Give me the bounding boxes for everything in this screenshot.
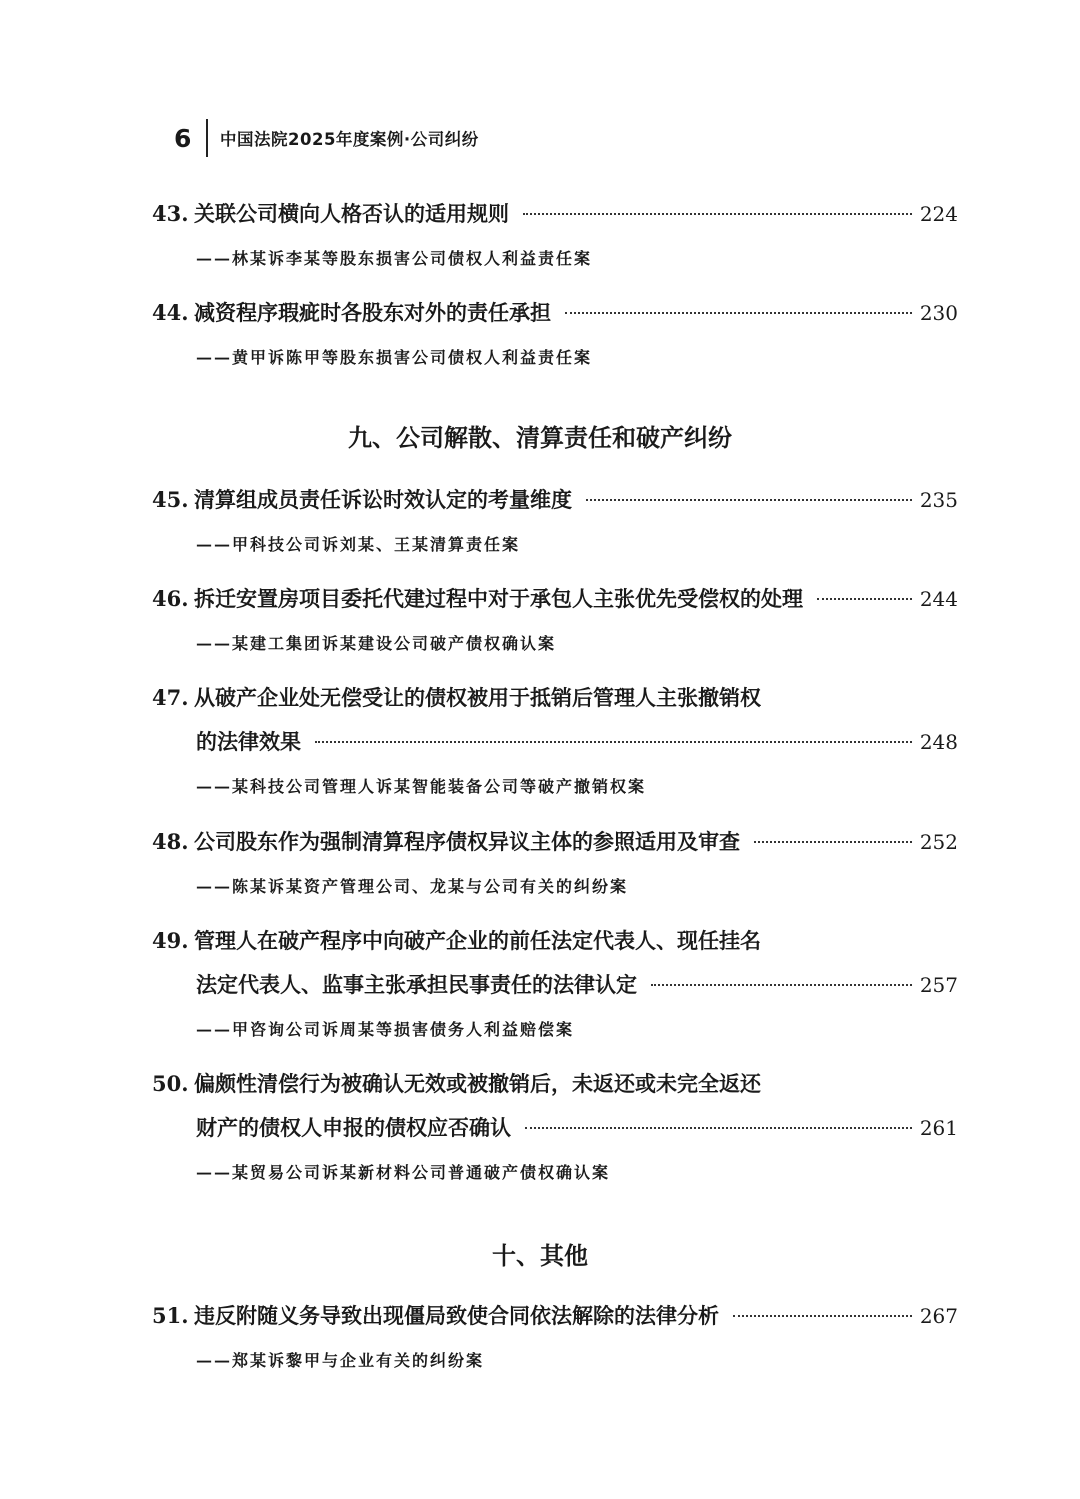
entry-title: 清算组成员责任诉讼时效认定的考量维度 — [194, 487, 572, 512]
toc-entry-46[interactable] — [152, 577, 958, 661]
section-heading-nine: 九、公司解散、清算责任和破产纠纷 — [348, 424, 732, 452]
toc-entry-49[interactable] — [152, 919, 958, 1047]
entry-title: 公司股东作为强制清算程序债权异议主体的参照适用及审查 — [194, 829, 740, 854]
entry-number: 45. — [152, 487, 189, 512]
entry-number: 50. — [152, 1071, 189, 1096]
dot-leader — [733, 1315, 912, 1317]
toc-entry-50[interactable] — [152, 1062, 958, 1190]
entry-number: 47. — [152, 685, 189, 710]
entry-case: ——林某诉李某等股东损害公司债权人利益责任案 — [196, 249, 593, 268]
entry-case: ——郑某诉黎甲与企业有关的纠纷案 — [196, 1351, 485, 1370]
header-divider — [206, 119, 208, 157]
toc-entry-51[interactable] — [152, 1294, 958, 1378]
dot-leader — [565, 312, 912, 314]
entry-title-line-2: 的法律效果 — [196, 729, 301, 754]
entry-case: ——某建工集团诉某建设公司破产债权确认案 — [196, 634, 557, 653]
entry-title-line-1: 偏颇性清偿行为被确认无效或被撤销后，未返还或未完全返还 — [194, 1071, 761, 1096]
section-heading-ten: 十、其他 — [492, 1242, 588, 1270]
entry-page: 252 — [919, 830, 958, 854]
entry-title: 拆迁安置房项目委托代建过程中对于承包人主张优先受偿权的处理 — [194, 586, 803, 611]
dot-leader — [523, 213, 912, 215]
dot-leader — [754, 841, 912, 843]
entry-title-line-1: 管理人在破产程序中向破产企业的前任法定代表人、现任挂名 — [194, 928, 761, 953]
toc-entry-45[interactable] — [152, 478, 958, 562]
toc-entry-48[interactable] — [152, 820, 958, 904]
entry-title: 减资程序瑕疵时各股东对外的责任承担 — [194, 300, 551, 325]
toc-entry-44[interactable] — [152, 291, 958, 375]
dot-leader — [817, 598, 912, 600]
entry-case: ——陈某诉某资产管理公司、龙某与公司有关的纠纷案 — [196, 877, 629, 896]
entry-title: 关联公司横向人格否认的适用规则 — [194, 201, 509, 226]
entry-number: 51. — [152, 1303, 189, 1328]
entry-case: ——甲科技公司诉刘某、王某清算责任案 — [196, 535, 521, 554]
dot-leader — [586, 499, 912, 501]
entry-title-line-2: 财产的债权人申报的债权应否确认 — [196, 1115, 511, 1140]
entry-page: 235 — [919, 488, 958, 512]
entry-case: ——某科技公司管理人诉某智能装备公司等破产撤销权案 — [196, 777, 647, 796]
toc-entry-43[interactable] — [152, 192, 958, 276]
entry-page: 244 — [919, 587, 958, 611]
entry-number: 44. — [152, 300, 189, 325]
entry-number: 46. — [152, 586, 189, 611]
entry-page: 257 — [919, 973, 958, 997]
entry-page: 230 — [919, 301, 958, 325]
entry-title-line-2: 法定代表人、监事主张承担民事责任的法律认定 — [196, 972, 637, 997]
entry-page: 261 — [919, 1116, 958, 1140]
running-head — [174, 118, 479, 158]
dot-leader — [315, 741, 912, 743]
page-number: 6 — [174, 123, 192, 153]
entry-page: 267 — [919, 1304, 958, 1328]
entry-page: 248 — [919, 730, 958, 754]
entry-case: ——某贸易公司诉某新材料公司普通破产债权确认案 — [196, 1163, 611, 1182]
entry-title-line-1: 从破产企业处无偿受让的债权被用于抵销后管理人主张撤销权 — [194, 685, 761, 710]
entry-case: ——甲咨询公司诉周某等损害债务人利益赔偿案 — [196, 1020, 575, 1039]
entry-title: 违反附随义务导致出现僵局致使合同依法解除的法律分析 — [194, 1303, 719, 1328]
book-title: 中国法院2025年度案例·公司纠纷 — [220, 130, 479, 149]
entry-number: 49. — [152, 928, 189, 953]
toc-entry-47[interactable] — [152, 676, 958, 804]
dot-leader — [651, 984, 912, 986]
entry-page: 224 — [919, 202, 958, 226]
entry-case: ——黄甲诉陈甲等股东损害公司债权人利益责任案 — [196, 348, 593, 367]
entry-number: 48. — [152, 829, 189, 854]
dot-leader — [525, 1127, 912, 1129]
entry-number: 43. — [152, 201, 189, 226]
